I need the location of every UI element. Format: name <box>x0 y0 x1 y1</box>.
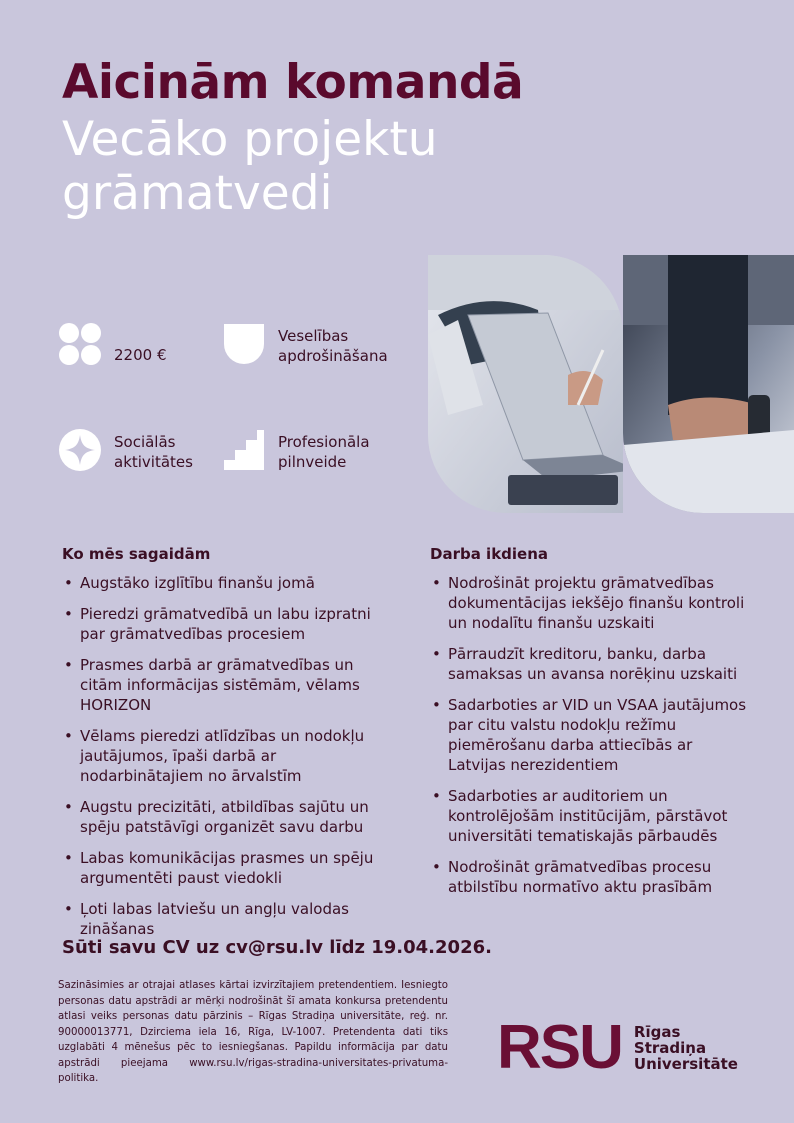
benefit-insurance-label: Veselības apdrošināšana <box>278 327 388 365</box>
daily-tasks-title: Darba ikdiena <box>430 545 549 563</box>
logo-mark: RSU <box>497 1013 622 1082</box>
list-item: • Nodrošināt projektu grāmatvedības dokumentācijas iekšējo finanšu kontroli un nodalītu finanšu uzskaiti <box>430 573 750 633</box>
daily-tasks-section <box>430 545 750 908</box>
job-title: Vecāko projektu grāmatvedi <box>62 112 438 221</box>
sparkle-icon <box>58 428 102 476</box>
requirements-list <box>62 573 392 939</box>
list-item: • Augstāko izglītību finanšu jomā <box>62 573 392 593</box>
requirements-section <box>62 545 392 950</box>
benefit-insurance <box>222 322 388 370</box>
benefit-development-label: Profesionāla pilnveide <box>278 433 370 471</box>
four-circles-icon <box>58 322 102 370</box>
list-item: • Sadarboties ar auditoriem un kontrolējošām institūcijām, pārstāvot universitāti tematiskajās pārbaudēs <box>430 786 750 846</box>
rsu-logo <box>497 1013 738 1082</box>
benefit-social-label: Sociālās aktivitātes <box>114 433 193 471</box>
list-item: • Labas komunikācijas prasmes un spēju argumentēti paust viedokli <box>62 848 392 888</box>
list-item: • Augstu precizitāti, atbildības sajūtu un spēju patstāvīgi organizēt savu darbu <box>62 797 392 837</box>
benefit-social <box>58 428 193 476</box>
benefit-salary <box>58 322 167 370</box>
page-title: Aicinām komandā <box>62 55 524 110</box>
stairs-icon <box>222 428 266 476</box>
apply-call-to-action: Sūti savu CV uz cv@rsu.lv līdz 19.04.2026. <box>62 937 492 958</box>
list-item: • Sadarboties ar VID un VSAA jautājumos par citu valstu nodokļu režīmu piemērošanu darba attiecībās ar Latvijas nerezidentiem <box>430 695 750 775</box>
requirements-title: Ko mēs sagaidām <box>62 545 211 563</box>
list-item: • Prasmes darbā ar grāmatvedības un citām informācijas sistēmām, vēlams HORIZON <box>62 655 392 715</box>
benefit-development <box>222 428 370 476</box>
benefit-salary-label: 2200 € <box>114 346 167 364</box>
list-item: • Ļoti labas latviešu un angļu valodas zināšanas <box>62 899 392 939</box>
list-item: • Pieredzi grāmatvedībā un labu izpratni par grāmatvedības procesiem <box>62 604 392 644</box>
shield-icon <box>222 322 266 370</box>
list-item: • Pārraudzīt kreditoru, banku, darba samaksas un avansa norēķinu uzskaiti <box>430 644 750 684</box>
list-item: • Vēlams pieredzi atlīdzības un nodokļu jautājumos, īpaši darbā ar nodarbinātajiem no ārvalstīm <box>62 726 392 786</box>
privacy-notice: Sazināsimies ar otrajai atlases kārtai izvirzītajiem pretendentiem. Iesniegto personas datu apstrādi ar mērķi nodrošināt šī amata konkursa pretendentu atlasi veiks personas datu pārzinis – Rīgas Stradiņa universitāte, reģ. nr. 90000013771, Dzirciema iela 16, Rīga, LV-1007. Pretendenta dati tiks uzglabāti 4 mēnešus pēc to iesniegšanas. Papildu informācija par datu apstrādi pieejama www.rsu.lv/rigas-stradina-universitates-privatuma-politika. <box>58 980 448 1084</box>
list-item: • Nodrošināt grāmatvedības procesu atbilstību normatīvo aktu prasībām <box>430 857 750 897</box>
hero-photo <box>428 255 794 513</box>
daily-tasks-list <box>430 573 750 897</box>
logo-text: Rīgas Stradiņa Universitāte <box>633 1023 738 1073</box>
